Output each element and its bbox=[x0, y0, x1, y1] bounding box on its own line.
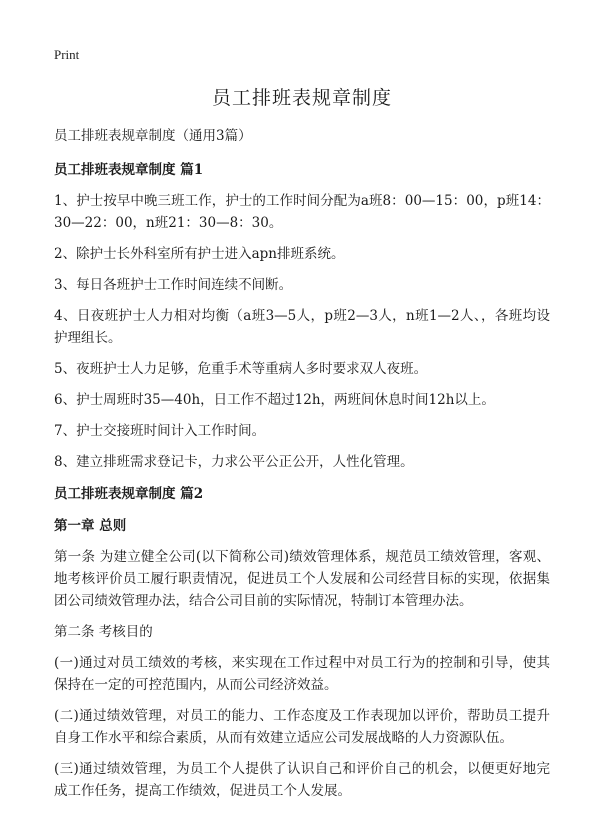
paragraph: (一)通过对员工绩效的考核，来实现在工作过程中对员工行为的控制和引导，使其保持在一定的可控范围内，从而公司经济效益。 bbox=[54, 655, 550, 693]
paragraph: (二)通过绩效管理，对员工的能力、工作态度及工作表现加以评价，帮助员工提升自身工作水平和综合素质，从而有效建立适应公司发展战略的人力资源队伍。 bbox=[54, 708, 550, 746]
paragraph: 5、夜班护士人力足够，危重手术等重病人多时要求双人夜班。 bbox=[54, 361, 428, 377]
paragraph: 7、护士交接班时间计入工作时间。 bbox=[54, 423, 266, 439]
paragraph: 8、建立排班需求登记卡，力求公平公正公开，人性化管理。 bbox=[54, 454, 414, 470]
paragraph: 3、每日各班护士工作时间连续不间断。 bbox=[54, 277, 293, 293]
paragraph: 第一条 为建立健全公司(以下简称公司)绩效管理体系，规范员工绩效管理，客观、地考核评价员工履行职责情况，促进员工个人发展和公司经营目标的实现，依据集团公司绩效管理办法，结合公司目前的实际情况，特制订本管理办法。 bbox=[54, 549, 550, 609]
paragraph: 1、护士按早中晚三班工作，护士的工作时间分配为a班8：00—15：00，p班14：30—22：00，n班21：30—8：30。 bbox=[54, 193, 550, 231]
paragraph: (三)通过绩效管理，为员工个人提供了认识自己和评价自己的机会，以便更好地完成工作任务，提高工作绩效，促进员工个人发展。 bbox=[54, 761, 550, 799]
paragraph: 2、除护士长外科室所有护士进入apn排班系统。 bbox=[54, 246, 345, 262]
paragraph: 第二条 考核目的 bbox=[54, 624, 153, 640]
paragraph: 6、护士周班时35—40h，日工作不超过12h，两班间休息时间12h以上。 bbox=[54, 392, 495, 408]
page-title: 员工排班表规章制度 bbox=[211, 87, 392, 109]
section-heading-2: 员工排班表规章制度 篇2 bbox=[54, 486, 204, 502]
chapter-heading: 第一章 总则 bbox=[54, 518, 127, 534]
print-link[interactable]: Print bbox=[54, 47, 80, 62]
section-heading-1: 员工排班表规章制度 篇1 bbox=[54, 162, 204, 178]
document-subtitle: 员工排班表规章制度（通用3篇） bbox=[54, 128, 252, 144]
paragraph: 4、日夜班护士人力相对均衡（a班3—5人，p班2—3人，n班1—2人、，各班均设护理组长。 bbox=[54, 308, 550, 346]
